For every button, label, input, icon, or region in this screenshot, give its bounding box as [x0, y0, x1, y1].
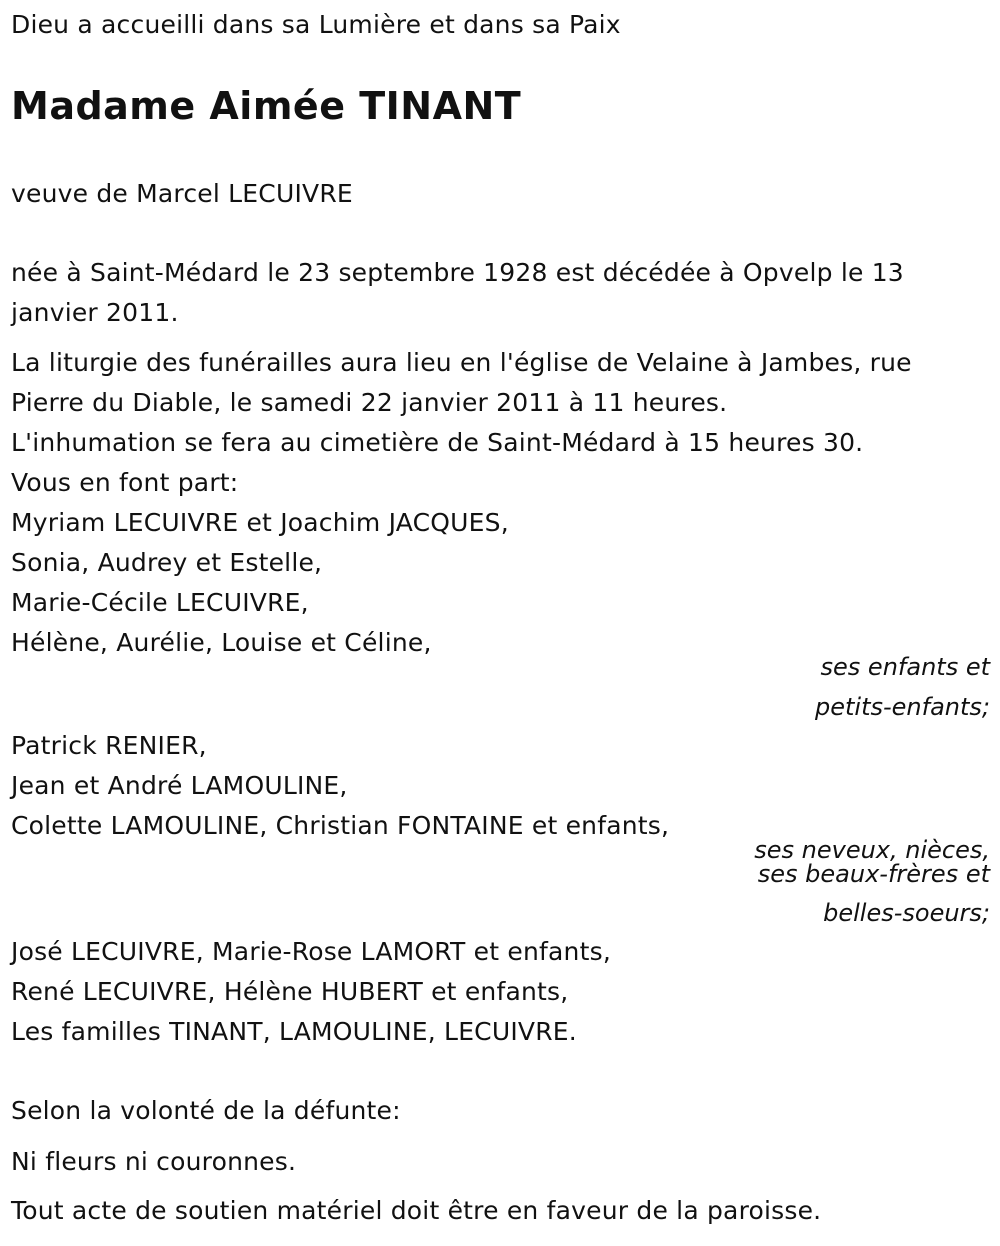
children-name: Myriam LECUIVRE et Joachim JACQUES, — [11, 508, 509, 537]
nephew-name: Jean et André LAMOULINE, — [11, 771, 348, 800]
other-family-line: René LECUIVRE, Hélène HUBERT et enfants, — [11, 977, 569, 1006]
children-role-line-1: ses enfants et — [820, 653, 990, 681]
wishes-flowers: Ni fleurs ni couronnes. — [11, 1147, 297, 1176]
nephew-name: Colette LAMOULINE, Christian FONTAINE et enfants, — [11, 811, 670, 840]
nephews-role-line-2: ses beaux-frères et — [757, 860, 990, 888]
nephews-role-line-3: belles-soeurs; — [823, 899, 990, 927]
children-role-line-2: petits-enfants; — [815, 693, 990, 721]
funeral-line-2: Pierre du Diable, le samedi 22 janvier 2011 à 11 heures. — [11, 388, 728, 417]
burial-line: L'inhumation se fera au cimetière de Saint-Médard à 15 heures 30. — [11, 428, 864, 457]
children-name: Hélène, Aurélie, Louise et Céline, — [11, 628, 432, 657]
birth-death-line-2: janvier 2011. — [11, 298, 179, 327]
wishes-intro: Selon la volonté de la défunte: — [11, 1096, 401, 1125]
heading: Dieu a accueilli dans sa Lumière et dans sa Paix — [11, 10, 621, 39]
deceased-name: Madame Aimée TINANT — [11, 84, 522, 128]
other-family-line: Les familles TINANT, LAMOULINE, LECUIVRE. — [11, 1017, 577, 1046]
nephew-name: Patrick RENIER, — [11, 731, 207, 760]
other-family-line: José LECUIVRE, Marie-Rose LAMORT et enfants, — [11, 937, 611, 966]
widow-of: veuve de Marcel LECUIVRE — [11, 179, 353, 208]
funeral-line-1: La liturgie des funérailles aura lieu en l'église de Velaine à Jambes, rue — [11, 348, 912, 377]
children-name: Sonia, Audrey et Estelle, — [11, 548, 323, 577]
nephews-role-line-1: ses neveux, nièces, — [754, 836, 990, 864]
birth-death-line-1: née à Saint-Médard le 23 septembre 1928 est décédée à Opvelp le 13 — [11, 258, 904, 287]
announce-line: Vous en font part: — [11, 468, 239, 497]
children-name: Marie-Cécile LECUIVRE, — [11, 588, 309, 617]
wishes-support: Tout acte de soutien matériel doit être en faveur de la paroisse. — [11, 1196, 822, 1225]
